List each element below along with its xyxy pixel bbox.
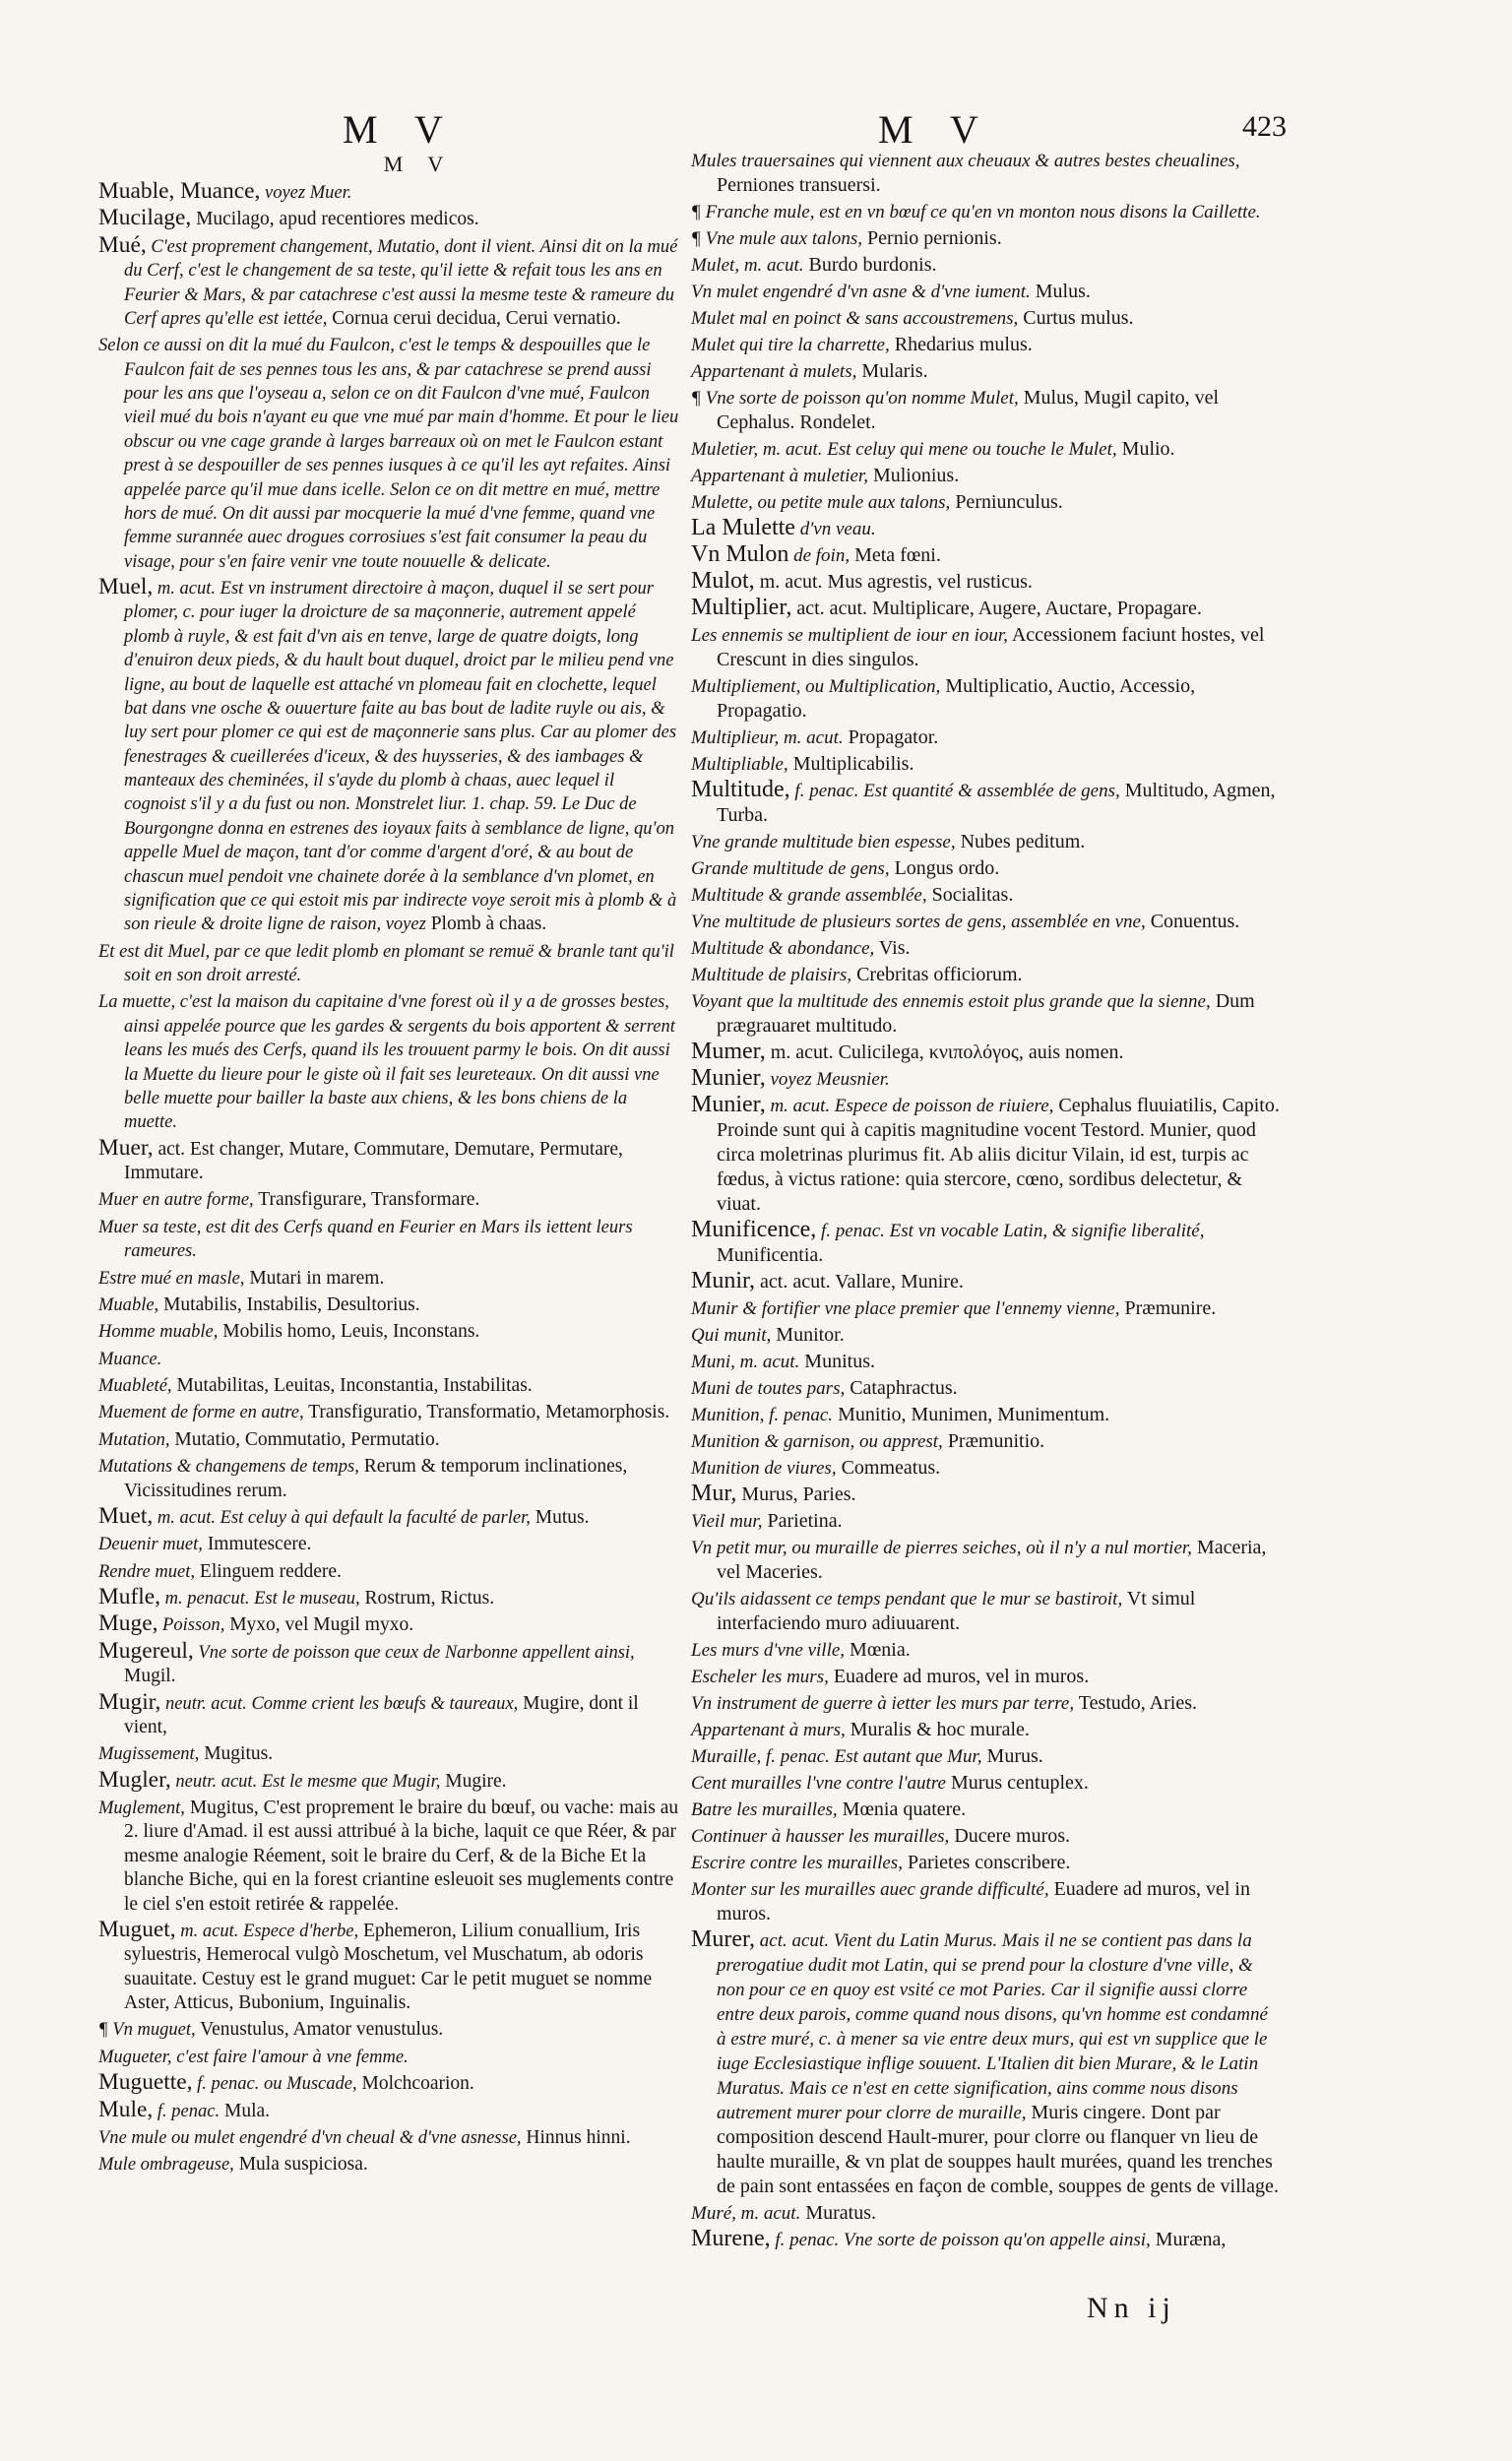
entry-french-gloss: Multitude & abondance,	[691, 938, 875, 959]
entry-french-gloss: Munition de viures,	[691, 1458, 837, 1479]
dictionary-entry	[691, 1269, 1282, 1294]
running-header-left: M V	[343, 107, 457, 152]
entry-headword: Muge,	[98, 1610, 158, 1637]
entry-latin-gloss: Burdo burdonis.	[803, 254, 937, 276]
left-entry-list	[98, 179, 679, 2177]
dictionary-entry	[691, 1322, 1282, 1348]
entry-french-gloss: Multipliement, ou Multiplication,	[691, 676, 941, 697]
entry-latin-gloss: Munitio, Munimen, Munimentum.	[833, 1404, 1110, 1425]
entry-french-gloss: Muré, m. acut.	[691, 2203, 801, 2224]
entry-french-gloss: Appartenant à mulets,	[691, 361, 857, 382]
entry-french-gloss: voyez Meusnier.	[765, 1069, 890, 1090]
entry-latin-gloss: Pernio pernionis.	[862, 227, 1002, 249]
dictionary-entry	[691, 1797, 1282, 1822]
dictionary-entry	[691, 909, 1282, 934]
entry-headword: Mule,	[98, 2096, 154, 2122]
dictionary-entry	[691, 1586, 1282, 1636]
dictionary-entry	[98, 1346, 679, 1371]
right-entry-list	[691, 148, 1282, 2252]
entry-latin-gloss: Multiplicabilis.	[788, 753, 914, 775]
dictionary-entry	[691, 725, 1282, 750]
dictionary-entry	[691, 1093, 1282, 1217]
entry-latin-gloss: Multiplicatio, Auctio, Accessio, Propagatio.	[717, 675, 1196, 722]
entry-french-gloss: Muance.	[98, 1348, 162, 1369]
dictionary-entry	[98, 1504, 679, 1530]
entry-latin-gloss: Cephalus fluuiatilis, Capito. Proinde sunt qui à capitis magnitudine vocent Testord. Munier, quod circa moletrinas plurimus fit. Ab aliis dicitur Vilain, id est, turpis ac fœdus, à victus ratione: quia stercore, cœno, sordibus delectetur, & viuat.	[717, 1095, 1280, 1215]
entry-latin-gloss: Rerum & temporum inclinationes, Vicissitudines rerum.	[124, 1456, 628, 1501]
entry-headword: Muguet,	[98, 1916, 176, 1942]
entry-latin-gloss: Testudo, Aries.	[1074, 1692, 1198, 1714]
dictionary-entry	[98, 1558, 679, 1584]
dictionary-entry	[691, 2200, 1282, 2226]
dictionary-entry	[691, 988, 1282, 1039]
entry-french-gloss: C'est proprement changement, Mutatio, dont il vient. Ainsi dit on la mué du Cerf, c'est le changement de sa teste, qu'il iette & refait tous les ans en Feurier & Mars, & par catachrese c'est aussi la mesme teste & rameure du Cerf apres qu'elle est iettée,	[124, 235, 678, 329]
entry-latin-gloss: Muratus.	[800, 2202, 877, 2224]
entry-latin-gloss: Mutatio, Commutatio, Permutatio.	[169, 1428, 440, 1450]
entry-french-gloss: neutr. acut. Est le mesme que Mugir,	[170, 1770, 441, 1792]
entry-headword: Mulot,	[691, 568, 755, 594]
dictionary-entry	[98, 1740, 679, 1766]
entry-french-gloss: m. penacut. Est le museau,	[160, 1588, 360, 1609]
entry-latin-gloss: act. acut. Vallare, Munire.	[755, 1271, 964, 1293]
entry-french-gloss: ¶ Franche mule, est en vn bœuf ce qu'en vn monton nous disons la Caillette.	[691, 202, 1261, 222]
dictionary-entry	[691, 935, 1282, 961]
dictionary-entry	[691, 1218, 1282, 1268]
entry-french-gloss: Voyant que la multitude des ennemis estoit plus grande que la sienne,	[691, 991, 1211, 1012]
entry-latin-gloss: m. acut. Mus agrestis, vel rusticus.	[754, 571, 1033, 593]
entry-latin-gloss: Maceria, vel Maceries.	[717, 1537, 1267, 1583]
entry-latin-gloss: Mœnia quatere.	[837, 1798, 967, 1820]
entry-headword: Murene,	[691, 2226, 771, 2251]
section-subheader: M V	[383, 152, 454, 176]
dictionary-entry	[98, 1186, 679, 1212]
entry-latin-gloss: Molchcoarion.	[356, 2073, 474, 2095]
entry-french-gloss: de foin,	[788, 545, 850, 566]
dictionary-entry	[691, 596, 1282, 621]
entry-headword: Multiplier,	[691, 595, 792, 620]
dictionary-entry	[98, 988, 679, 1134]
entry-headword: Mugereul,	[98, 1637, 194, 1664]
entry-french-gloss: Poisson,	[158, 1614, 225, 1636]
entry-latin-gloss: Cataphractus.	[845, 1377, 958, 1399]
entry-latin-gloss: Mugire.	[440, 1770, 507, 1792]
dictionary-entry	[691, 358, 1282, 384]
entry-french-gloss: Mugissement,	[98, 1743, 200, 1765]
entry-french-gloss: ¶ Vne mule aux talons,	[691, 228, 863, 249]
entry-latin-gloss: Socialitas.	[926, 884, 1014, 906]
dictionary-entry	[691, 1876, 1282, 1926]
entry-french-gloss: Vn petit mur, ou muraille de pierres seiches, où il n'y a nul mortier,	[691, 1538, 1192, 1558]
entry-french-gloss: Homme muable,	[98, 1321, 219, 1343]
entry-french-gloss: m. acut. Espece d'herbe,	[175, 1920, 359, 1941]
entry-latin-gloss: act. acut. Multiplicare, Augere, Auctare, Propagare.	[791, 598, 1202, 619]
entry-latin-gloss: Præmunitio.	[942, 1430, 1045, 1452]
dictionary-entry	[98, 1585, 679, 1610]
entry-latin-gloss: Nubes peditum.	[955, 831, 1086, 852]
entry-latin-gloss: Perniones transuersi.	[717, 174, 881, 196]
entry-latin-gloss: m. acut. Culicilega, κνιπολόγος, auis nomen.	[765, 1041, 1124, 1063]
entry-french-gloss: Selon ce aussi on dit la mué du Faulcon, c'est le temps & despouilles que le Faulcon fait de ses pennes tous les ans, & par catachrese se prend aussi pour les ans que l'oyseau a, selon ce on dit Faulcon d'vne mué, Faulcon vieil mué du bois n'ayant eu que vne mué par main d'homme. Et pour le lieu obscur ou vne cage grande à larges barreaux où on met le Faulcon estant prest à se despouiller de ses pennes iusques à ce qu'il les ayt refaites. Ainsi appelée parce qu'il mue dans icelle. Selon ce on dit mettre en mué, mettre hors de mué. On dit aussi par mocquerie la mué d'vne femme, quand vne femme surannée auec drogues corrosiues s'est fait consumer la peau du visage, pour s'en faire venir vne toute nouuelle & delicate.	[98, 335, 679, 572]
entry-latin-gloss: Parietina.	[762, 1510, 843, 1532]
entry-french-gloss: Muraille, f. penac. Est autant que Mur,	[691, 1746, 982, 1767]
entry-french-gloss: m. acut. Espece de poisson de riuiere,	[765, 1096, 1054, 1116]
entry-latin-gloss: Commeatus.	[836, 1457, 941, 1479]
entry-french-gloss: Estre mué en masle,	[98, 1267, 245, 1289]
entry-french-gloss: Mule ombrageuse,	[98, 2154, 234, 2176]
dictionary-entry	[691, 542, 1282, 568]
dictionary-entry	[98, 2151, 679, 2177]
entry-latin-gloss: Muris cingere. Dont par composition descend Hault-murer, pour clorre ou flanquer vn lieu de haulte muraille, & vn plat de souppes hault murées, quand les trenches de pain sont entassées en façon de comble, souppes de gents de village.	[717, 2102, 1279, 2197]
entry-french-gloss: Rendre muet,	[98, 1560, 196, 1582]
dictionary-entry	[98, 1372, 679, 1398]
dictionary-entry	[98, 1136, 679, 1186]
dictionary-entry	[691, 1664, 1282, 1689]
dictionary-entry	[691, 436, 1282, 462]
entry-latin-gloss: Mulus.	[1030, 281, 1091, 302]
dictionary-entry	[691, 1349, 1282, 1374]
entry-french-gloss: f. penac. Vne sorte de poisson qu'on appelle ainsi,	[770, 2230, 1151, 2250]
entry-headword: Mumer,	[691, 1039, 766, 1064]
dictionary-entry	[98, 1453, 679, 1503]
entry-french-gloss: Grande multitude de gens,	[691, 858, 890, 879]
entry-latin-gloss: Murus centuplex.	[945, 1772, 1089, 1794]
entry-latin-gloss: act. Est changer, Mutare, Commutare, Demutare, Permutare, Immutare.	[124, 1138, 623, 1183]
entry-french-gloss: m. acut. Est celuy à qui default la faculté de parler,	[153, 1506, 531, 1528]
page-number: 423	[1242, 110, 1287, 143]
entry-french-gloss: f. penac. Est quantité & assemblée de gens,	[789, 781, 1120, 801]
entry-headword: Munificence,	[691, 1217, 817, 1242]
entry-latin-gloss: Vt simul interfaciendo muro adiuuarent.	[717, 1588, 1196, 1634]
dictionary-entry	[98, 1531, 679, 1556]
entry-french-gloss: Qu'ils aidassent ce temps pendant que le mur se bastiroit,	[691, 1589, 1123, 1609]
dictionary-entry	[691, 489, 1282, 515]
entry-french-gloss: Monter sur les murailles auec grande difficulté,	[691, 1879, 1049, 1900]
entry-latin-gloss: Multitudo, Agmen, Turba.	[717, 780, 1276, 826]
entry-french-gloss: Appartenant à murs,	[691, 1720, 846, 1740]
dictionary-entry	[691, 516, 1282, 541]
entry-headword: Muer,	[98, 1134, 154, 1161]
left-column	[98, 148, 679, 2178]
entry-french-gloss: Multiplieur, m. acut.	[691, 727, 844, 748]
dictionary-entry	[98, 1768, 679, 1794]
entry-latin-gloss: Ducere muros.	[949, 1825, 1071, 1847]
running-header-right: M V	[878, 107, 992, 152]
entry-french-gloss: Deuenir muet,	[98, 1534, 203, 1555]
dictionary-entry	[98, 332, 679, 574]
entry-french-gloss: Muer sa teste, est dit des Cerfs quand en Feurier en Mars ils iettent leurs rameures.	[98, 1216, 633, 1262]
dictionary-entry	[98, 179, 679, 205]
entry-latin-gloss: Cornua cerui decidua, Cerui vernatio.	[327, 307, 621, 329]
entry-latin-gloss: Mucilago, apud recentiores medicos.	[191, 209, 479, 230]
dictionary-entry	[691, 1428, 1282, 1454]
entry-french-gloss: Cent murailles l'vne contre l'autre	[691, 1773, 946, 1794]
entry-headword: Muel,	[98, 574, 154, 599]
entry-latin-gloss: Rhedarius mulus.	[889, 334, 1033, 355]
dictionary-entry	[691, 252, 1282, 278]
entry-headword: Muable, Muance,	[98, 178, 261, 204]
dictionary-entry	[98, 1639, 679, 1689]
dictionary-entry	[98, 1318, 679, 1344]
entry-french-gloss: Mutations & changemens de temps,	[98, 1456, 359, 1478]
dictionary-entry	[691, 1375, 1282, 1401]
dictionary-entry	[98, 2016, 679, 2042]
entry-headword: Munir,	[691, 1268, 756, 1294]
entry-french-gloss: Vieil mur,	[691, 1511, 763, 1532]
dictionary-entry	[98, 1611, 679, 1637]
entry-headword: Munier,	[691, 1065, 766, 1091]
dictionary-entry	[98, 2044, 679, 2069]
entry-latin-gloss: Mugire, dont il vient,	[124, 1692, 639, 1737]
entry-french-gloss: Vne sorte de poisson que ceux de Narbonne appellent ainsi,	[193, 1641, 635, 1663]
entry-latin-gloss: Longus ordo.	[889, 857, 1000, 879]
dictionary-entry	[691, 463, 1282, 488]
entry-latin-gloss: Parietes conscribere.	[902, 1852, 1071, 1873]
entry-french-gloss: f. penac. ou Muscade,	[192, 2073, 357, 2095]
entry-latin-gloss: Mulionius.	[867, 465, 960, 486]
dictionary-entry	[98, 2124, 679, 2150]
entry-latin-gloss: Venustulus, Amator venustulus.	[195, 2019, 444, 2041]
entry-french-gloss: m. acut. Est vn instrument directoire à maçon, duquel il se sert pour plomer, c. pour iuger la droicture de sa maçonnerie, autrement appelé plomb à ruyle, & est fait d'vn ais en tenve, large de quatre doigts, long d'enuiron deux pieds, & du hault bout duquel, droict par le milieu pend vne ligne, au bout de laquelle est attaché vn plomeau fait en clochette, lequel bat dans vne osche & ouuerture faite au bas bout de ladite ruyle ou ais, & luy sert pour plomer ce qui est de maçonnerie sans plus. Car au plomer des fenestrages & cueillerées d'iceux, & des huysseries, & des iambages & manteaux des cheminées, il s'ayde du plomb à chaas, auec lequel il cognoist s'il y a du fust ou non. Monstrelet liur. 1. chap. 59. Le Duc de Bourgongne donna en estrenes des ioyaux faits à semblance de ligne, qu'on appelle Muel de maçon, tant d'or comme d'argent d'oré, & au bout de chascun muel pendoit vne chainete dorée à la semblance d'vn plomet, en signification que ce qui estoit mis par indirecte voye seroit mis à plomb & à son rieule & droite ligne de raison, voyez	[124, 578, 677, 935]
dictionary-entry	[98, 1399, 679, 1424]
entry-latin-gloss: Euadere ad muros, vel in muros.	[717, 1878, 1250, 1925]
entry-french-gloss: Mules trauersaines qui viennent aux cheuaux & autres bestes cheualines,	[691, 151, 1240, 171]
entry-french-gloss: Vne multitude de plusieurs sortes de gens, assemblée en vne,	[691, 912, 1146, 932]
dictionary-entry	[691, 829, 1282, 854]
dictionary-entry	[691, 148, 1282, 198]
entry-headword: Vn Mulon	[691, 541, 789, 567]
entry-french-gloss: Muglement,	[98, 1798, 185, 1818]
entry-latin-gloss: Mularis.	[856, 360, 928, 382]
entry-french-gloss: neutr. acut. Comme crient les bœufs & taureaux,	[160, 1692, 519, 1714]
dictionary-entry	[98, 1265, 679, 1291]
entry-french-gloss: Mugueter, c'est faire l'amour à vne femme.	[98, 2046, 409, 2067]
entry-french-gloss: ¶ Vn muguet,	[98, 2019, 196, 2041]
entry-french-gloss: Muableté,	[98, 1375, 172, 1396]
entry-french-gloss: Mulet mal en poinct & sans accoustremens,	[691, 308, 1019, 329]
dictionary-entry	[98, 233, 679, 332]
entry-latin-gloss: Mula suspiciosa.	[233, 2154, 368, 2176]
entry-headword: La Mulette	[691, 515, 795, 540]
entry-latin-gloss: Euadere ad muros, vel in muros.	[828, 1666, 1090, 1687]
dictionary-entry	[98, 206, 679, 231]
entry-french-gloss: act. acut. Vient du Latin Murus. Mais il ne se contient pas dans la prerogatiue dudit mot Latin, qui se prend pour la closture d'vne ville, & non pour ce en quoy est vsité ce mot Paries. Car il signifie aussi clorre entre deux parois, comme quand nous disons, qu'vn homme est condamné à estre muré, c. à mener sa vie entre deux murs, qui est vn supplice que le iuge Ecclesiastique inflige souuent. L'Italien dit bien Murare, & le Latin Muratus. Mais ce n'est en cette signification, ains comme nous disons autrement murer pour clorre de muraille,	[717, 1930, 1268, 2123]
dictionary-entry	[691, 2227, 1282, 2252]
entry-latin-gloss: Perniunculus.	[950, 491, 1063, 513]
entry-latin-gloss: Muralis & hoc murale.	[845, 1719, 1030, 1740]
entry-french-gloss: voyez Muer.	[260, 182, 352, 203]
entry-latin-gloss: Dum prægrauaret multitudo.	[717, 990, 1255, 1037]
entry-headword: Muet,	[98, 1502, 154, 1529]
dictionary-entry	[98, 2070, 679, 2096]
entry-latin-gloss: Mutabilitas, Leuitas, Inconstantia, Instabilitas.	[171, 1375, 533, 1396]
entry-latin-gloss: Mutabilis, Instabilis, Desultorius.	[158, 1294, 420, 1315]
entry-french-gloss: Mulette, ou petite mule aux talons,	[691, 492, 951, 513]
dictionary-entry	[98, 2098, 679, 2123]
dictionary-entry	[691, 1743, 1282, 1769]
entry-french-gloss: f. penac. Est vn vocable Latin, & signifie liberalité,	[816, 1221, 1205, 1241]
dictionary-entry	[691, 1850, 1282, 1875]
entry-latin-gloss: Muræna,	[1150, 2229, 1227, 2250]
dictionary-entry	[691, 332, 1282, 357]
entry-latin-gloss: Accessionem faciunt hostes, vel Crescunt in dies singulos.	[717, 624, 1265, 670]
entry-french-gloss: Appartenant à muletier,	[691, 466, 868, 486]
entry-french-gloss: Et est dit Muel, par ce que ledit plomb en plomant se remuë & branle tant qu'il soit en son droit arresté.	[98, 940, 674, 985]
entry-french-gloss: Vn instrument de guerre à ietter les murs par terre,	[691, 1693, 1075, 1714]
signature-mark: Nn ij	[1087, 2292, 1176, 2324]
entry-latin-gloss: Præmunire.	[1119, 1297, 1217, 1319]
entry-latin-gloss: Meta fœni.	[850, 544, 941, 566]
dictionary-entry	[691, 1717, 1282, 1742]
dictionary-entry	[691, 778, 1282, 828]
entry-french-gloss: La muette, c'est la maison du capitaine d'vne forest où il y a de grosses bestes, ainsi appelée pource que les gardes & sergents du bois apportent & serrent leans les mués des Cerfs, quand ils les trouuent parmy le bois. On dit aussi la Muette du lieure pour le giste où il fait ses leureteaux. On dit aussi vne belle muette pour bailler la baste aux chiens, & les bons chiens de la muette.	[98, 991, 675, 1133]
entry-latin-gloss: Munitor.	[771, 1324, 845, 1346]
dictionary-entry	[98, 1795, 679, 1917]
entry-french-gloss: Escrire contre les murailles,	[691, 1853, 903, 1873]
entry-french-gloss: Muni, m. acut.	[691, 1352, 800, 1372]
right-column	[691, 148, 1282, 2253]
entry-french-gloss: Les ennemis se multiplient de iour en iour,	[691, 625, 1008, 646]
entry-french-gloss: Muni de toutes pars,	[691, 1378, 846, 1399]
entry-french-gloss: Mulet, m. acut.	[691, 255, 804, 276]
entry-french-gloss: Les murs d'vne ville,	[691, 1640, 846, 1661]
dictionary-entry	[691, 279, 1282, 304]
dictionary-entry	[691, 882, 1282, 908]
entry-latin-gloss: Mugil.	[124, 1666, 176, 1687]
dictionary-entry	[691, 1482, 1282, 1507]
entry-french-gloss: f. penac.	[153, 2100, 220, 2121]
entry-french-gloss: Mulet qui tire la charrette,	[691, 335, 890, 355]
entry-french-gloss: ¶ Vne sorte de poisson qu'on nomme Mulet,	[691, 388, 1019, 409]
entry-french-gloss: Munir & fortifier vne place premier que l'ennemy vienne,	[691, 1298, 1120, 1319]
entry-french-gloss: Mutation,	[98, 1428, 170, 1450]
entry-french-gloss: Vne mule ou mulet engendré d'vn cheual & d'vne asnesse,	[98, 2126, 522, 2148]
dictionary-entry	[691, 385, 1282, 435]
entry-latin-gloss: Munificentia.	[717, 1244, 824, 1266]
entry-headword: Mur,	[691, 1481, 737, 1506]
entry-headword: Munier,	[691, 1092, 766, 1117]
entry-latin-gloss: Mutus.	[530, 1506, 590, 1528]
entry-headword: Mufle,	[98, 1584, 161, 1609]
entry-latin-gloss: Vis.	[874, 937, 911, 959]
entry-headword: Multitude,	[691, 777, 790, 802]
entry-latin-gloss: Elinguem reddere.	[195, 1560, 342, 1582]
entry-french-gloss: Munition & garnison, ou apprest,	[691, 1431, 943, 1452]
dictionary-entry	[98, 1690, 679, 1740]
dictionary-entry	[691, 1690, 1282, 1716]
entry-latin-gloss: Crebritas officiorum.	[851, 964, 1023, 985]
entry-latin-gloss: Conuentus.	[1145, 911, 1240, 932]
dictionary-entry	[98, 1918, 679, 2016]
entry-french-gloss: Batre les murailles,	[691, 1799, 838, 1820]
entry-french-gloss: Escheler les murs,	[691, 1667, 829, 1687]
entry-latin-gloss: Transfigurare, Transformare.	[253, 1189, 480, 1211]
dictionary-entry	[691, 199, 1282, 224]
entry-latin-gloss: Munitus.	[799, 1351, 875, 1372]
dictionary-entry	[691, 1535, 1282, 1585]
entry-latin-gloss: Mugitus, C'est proprement le braire du bœuf, ou vache: mais au 2. liure d'Amad. il est aussi attribué à la biche, laquit ce que Réer, & par mesme analogie Réement, soit le braire du Cerf, & de la Biche Et la blanche Biche, qui en la forest criantine esleuoit ses muglements contre le ciel s'en estoit retirée & rappelée.	[124, 1798, 679, 1915]
dictionary-entry	[691, 673, 1282, 724]
entry-latin-gloss: Myxo, vel Mugil myxo.	[224, 1614, 414, 1636]
entry-latin-gloss: Mutari in marem.	[244, 1267, 385, 1289]
dictionary-entry	[691, 1295, 1282, 1321]
entry-french-gloss: Munition, f. penac.	[691, 1405, 834, 1425]
dictionary-entry	[98, 1426, 679, 1452]
entry-latin-gloss: Mulus, Mugil capito, vel Cephalus. Rondelet.	[717, 387, 1220, 433]
entry-headword: Mugler,	[98, 1766, 171, 1793]
dictionary-entry	[691, 962, 1282, 987]
entry-french-gloss: Vn mulet engendré d'vn asne & d'vne iument.	[691, 282, 1031, 302]
entry-latin-gloss: Mula.	[220, 2100, 271, 2121]
entry-french-gloss: d'vn veau.	[794, 519, 876, 539]
dictionary-entry	[98, 575, 679, 937]
entry-latin-gloss: Mulio.	[1116, 438, 1175, 460]
dictionary-entry	[691, 1040, 1282, 1065]
dictionary-entry	[691, 1455, 1282, 1481]
entry-french-gloss: Vne grande multitude bien espesse,	[691, 832, 956, 852]
dictionary-entry	[691, 1508, 1282, 1534]
entry-latin-gloss: Plomb à chaas.	[425, 914, 547, 935]
entry-french-gloss: Muement de forme en autre,	[98, 1402, 304, 1423]
dictionary-entry	[691, 855, 1282, 881]
entry-latin-gloss: Propagator.	[843, 726, 939, 748]
dictionary-entry	[691, 622, 1282, 672]
entry-latin-gloss: Murus, Paries.	[736, 1483, 856, 1505]
entry-french-gloss: Qui munit,	[691, 1325, 772, 1346]
entry-latin-gloss: Curtus mulus.	[1018, 307, 1134, 329]
entry-headword: Murer,	[691, 1926, 756, 1952]
dictionary-entry	[691, 751, 1282, 777]
dictionary-entry	[691, 1823, 1282, 1849]
dictionary-entry	[691, 1402, 1282, 1427]
entry-latin-gloss: Mobilis homo, Leuis, Inconstans.	[218, 1321, 480, 1343]
entry-french-gloss: Muable,	[98, 1294, 159, 1315]
dictionary-entry	[98, 1292, 679, 1317]
entry-headword: Mué,	[98, 231, 147, 258]
dictionary-entry	[691, 1637, 1282, 1663]
dictionary-entry	[691, 1927, 1282, 2199]
dictionary-entry	[691, 569, 1282, 595]
dictionary-entry	[98, 1214, 679, 1264]
dictionary-entry	[691, 1770, 1282, 1796]
entry-headword: Mucilage,	[98, 205, 192, 231]
dictionary-entry	[691, 225, 1282, 251]
entry-latin-gloss: Murus.	[981, 1745, 1043, 1767]
entry-latin-gloss: Mœnia.	[845, 1639, 911, 1661]
dictionary-entry	[691, 305, 1282, 331]
entry-french-gloss: Multipliable,	[691, 754, 788, 775]
dictionary-entry	[98, 938, 679, 988]
entry-french-gloss: Multitude & grande assemblée,	[691, 885, 927, 906]
entry-latin-gloss: Hinnus hinni.	[521, 2126, 631, 2148]
entry-french-gloss: Multitude de plaisirs,	[691, 965, 852, 985]
entry-french-gloss: Muer en autre forme,	[98, 1189, 254, 1211]
entry-latin-gloss: Mugitus.	[199, 1743, 274, 1765]
entry-latin-gloss: Rostrum, Rictus.	[359, 1588, 495, 1609]
entry-latin-gloss: Ephemeron, Lilium conuallium, Iris syluestris, Hemerocal vulgò Moschetum, vel Muschatum, ab odoris suauitate. Cestuy est le grand muguet: Car le petit muguet se nomme Aster, Atticus, Bubonium, Inguinalis.	[124, 1920, 653, 2013]
entry-latin-gloss: Transfiguratio, Transformatio, Metamorphosis.	[303, 1402, 670, 1423]
dictionary-entry	[691, 1066, 1282, 1092]
entry-headword: Mugir,	[98, 1688, 161, 1715]
entry-french-gloss: Muletier, m. acut. Est celuy qui mene ou touche le Mulet,	[691, 439, 1117, 460]
entry-latin-gloss: Immutescere.	[202, 1534, 312, 1555]
entry-headword: Muguette,	[98, 2069, 193, 2096]
entry-french-gloss: Continuer à hausser les murailles,	[691, 1826, 950, 1847]
